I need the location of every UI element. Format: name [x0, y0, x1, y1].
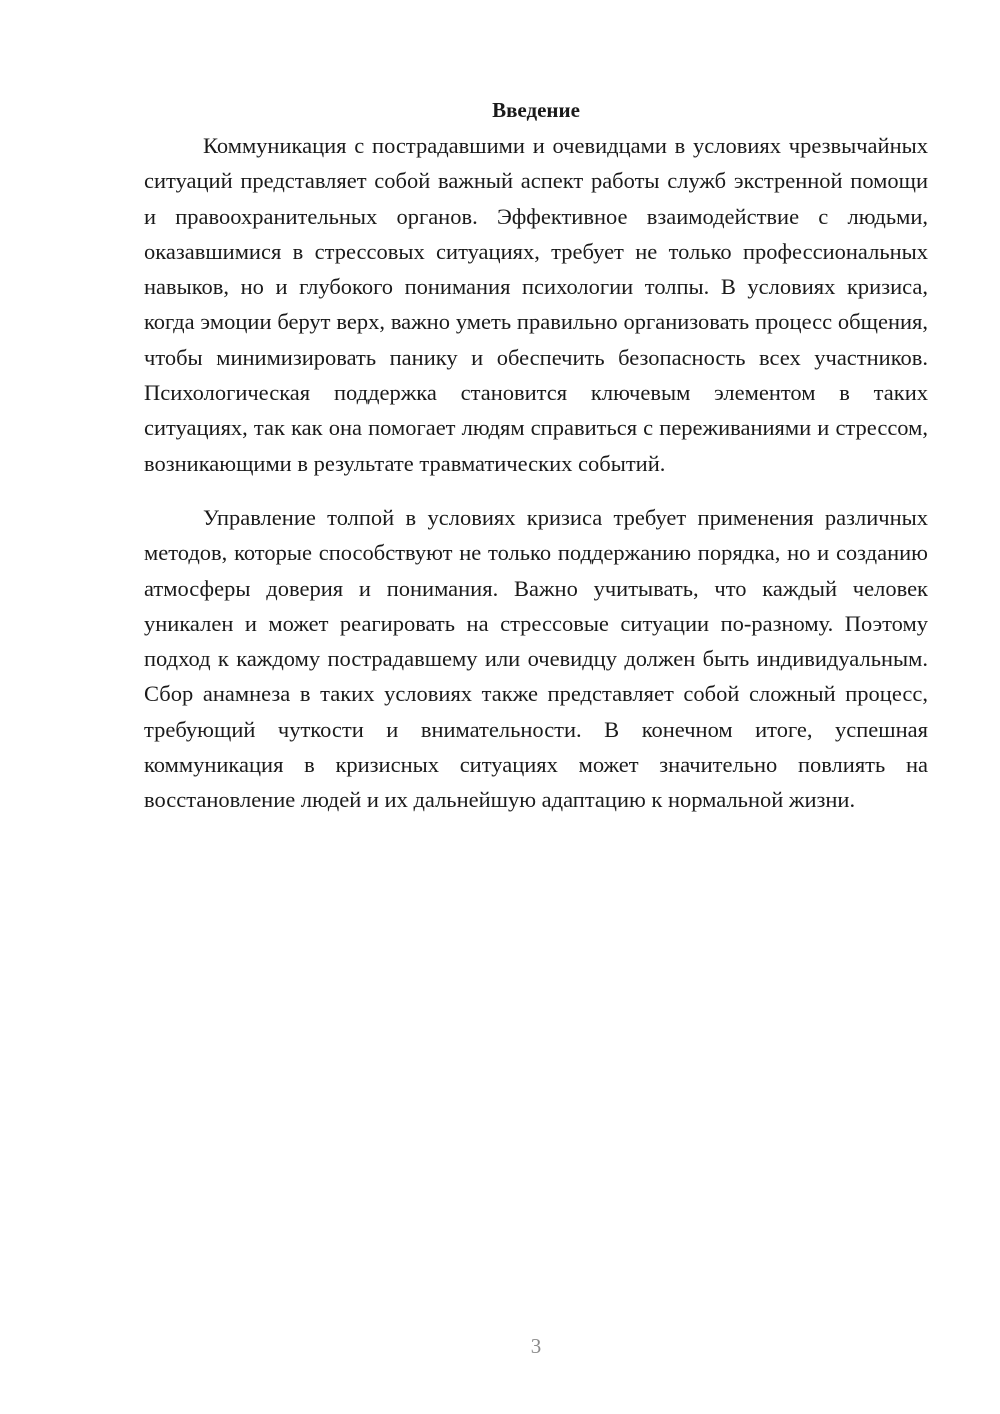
page-content: [144, 93, 928, 818]
page-number: 3: [530, 1334, 542, 1358]
section-title: Введение: [492, 98, 580, 122]
paragraph-2: Управление толпой в условиях кризиса требует применения различных методов, которые способствуют не только поддержанию порядка, но и созданию атмосферы доверия и понимания. Важно учитывать, что каждый человек уникален и может реагировать на стрессовые ситуации по-разному. Поэтому подход к каждому пострадавшему или очевидцу должен быть индивидуальным. Сбор анамнеза в таких условиях также представляет собой сложный процесс, требующий чуткости и внимательности. В конечном итоге, успешная коммуникация в кризисных ситуациях может значительно повлиять на восстановление людей и их дальнейшую адаптацию к нормальной жизни.: [144, 504, 928, 813]
paragraph-1: Коммуникация с пострадавшими и очевидцами в условиях чрезвычайных ситуаций представляет собой важный аспект работы служб экстренной помощи и правоохранительных органов. Эффективное взаимодействие с людьми, оказавшимися в стрессовых ситуациях, требует не только профессиональных навыков, но и глубокого понимания психологии толпы. В условиях кризиса, когда эмоции берут верх, важно уметь правильно организовать процесс общения, чтобы минимизировать панику и обеспечить безопасность всех участников. Психологическая поддержка становится ключевым элементом в таких ситуациях, так как она помогает людям справиться с переживаниями и стрессом, возникающими в результате травматических событий.: [144, 133, 928, 476]
